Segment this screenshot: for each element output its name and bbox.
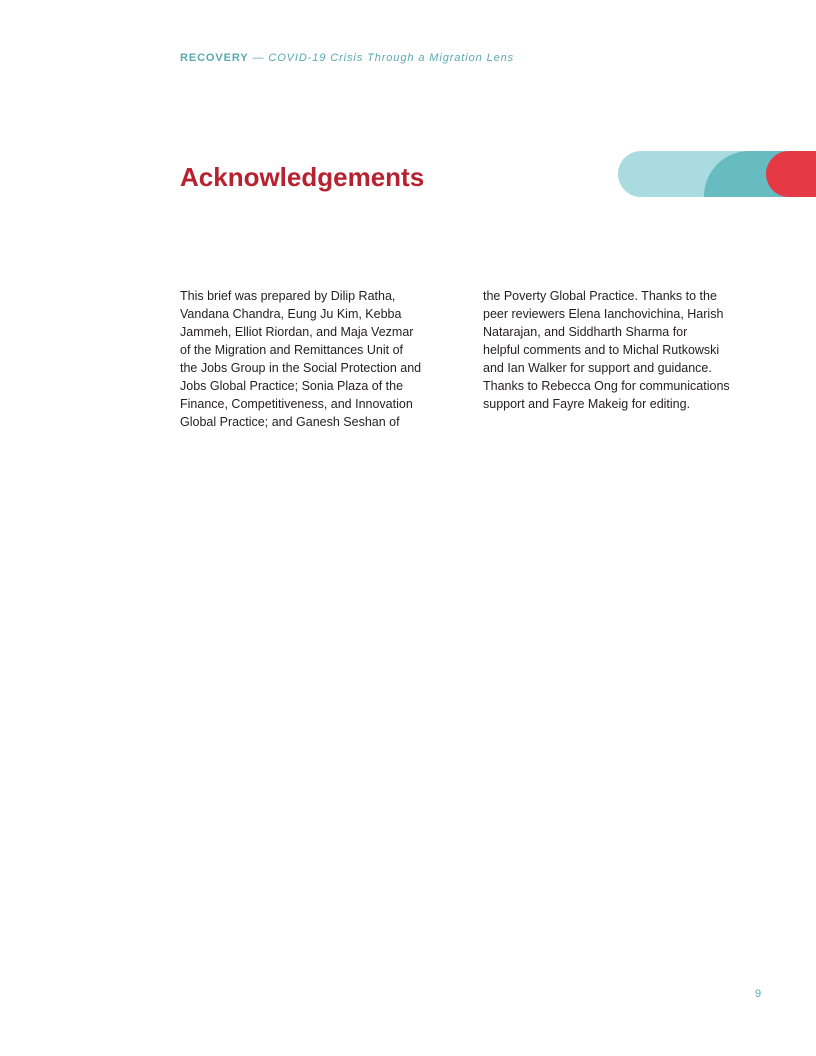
header-subtitle: COVID-19 Crisis Through a Migration Lens	[268, 52, 515, 64]
body-line: helpful comments and to Michal Rutkowski	[483, 343, 720, 357]
body-line: Jobs Global Practice; Sonia Plaza of the	[180, 379, 404, 393]
body-line: the Poverty Global Practice. Thanks to the	[483, 289, 717, 303]
body-line: This brief was prepared by Dilip Ratha,	[180, 289, 396, 303]
body-line: Natarajan, and Siddharth Sharma for	[483, 325, 688, 339]
body-line: peer reviewers Elena Ianchovichina, Harish	[483, 307, 724, 321]
header-separator: —	[248, 52, 269, 64]
body-line: the Jobs Group in the Social Protection and	[180, 361, 422, 375]
body-line: Global Practice; and Ganesh Seshan of	[180, 415, 400, 429]
decorative-pill-graphic	[618, 151, 816, 197]
body-column-right	[483, 287, 753, 413]
page-number: 9	[755, 988, 762, 1000]
body-line: Thanks to Rebecca Ong for communications	[483, 379, 730, 393]
decor-pill-red	[766, 151, 816, 197]
body-line: and Ian Walker for support and guidance.	[483, 361, 712, 375]
body-column-left	[180, 287, 450, 431]
header-section: RECOVERY	[180, 52, 249, 64]
body-line: Finance, Competitiveness, and Innovation	[180, 397, 413, 411]
body-line: Jammeh, Elliot Riordan, and Maja Vezmar	[180, 325, 414, 339]
running-header	[180, 52, 514, 64]
body-line: support and Fayre Makeig for editing.	[483, 397, 691, 411]
body-line: of the Migration and Remittances Unit of	[180, 343, 404, 357]
body-line: Vandana Chandra, Eung Ju Kim, Kebba	[180, 307, 402, 321]
page-title: Acknowledgements	[180, 162, 425, 192]
